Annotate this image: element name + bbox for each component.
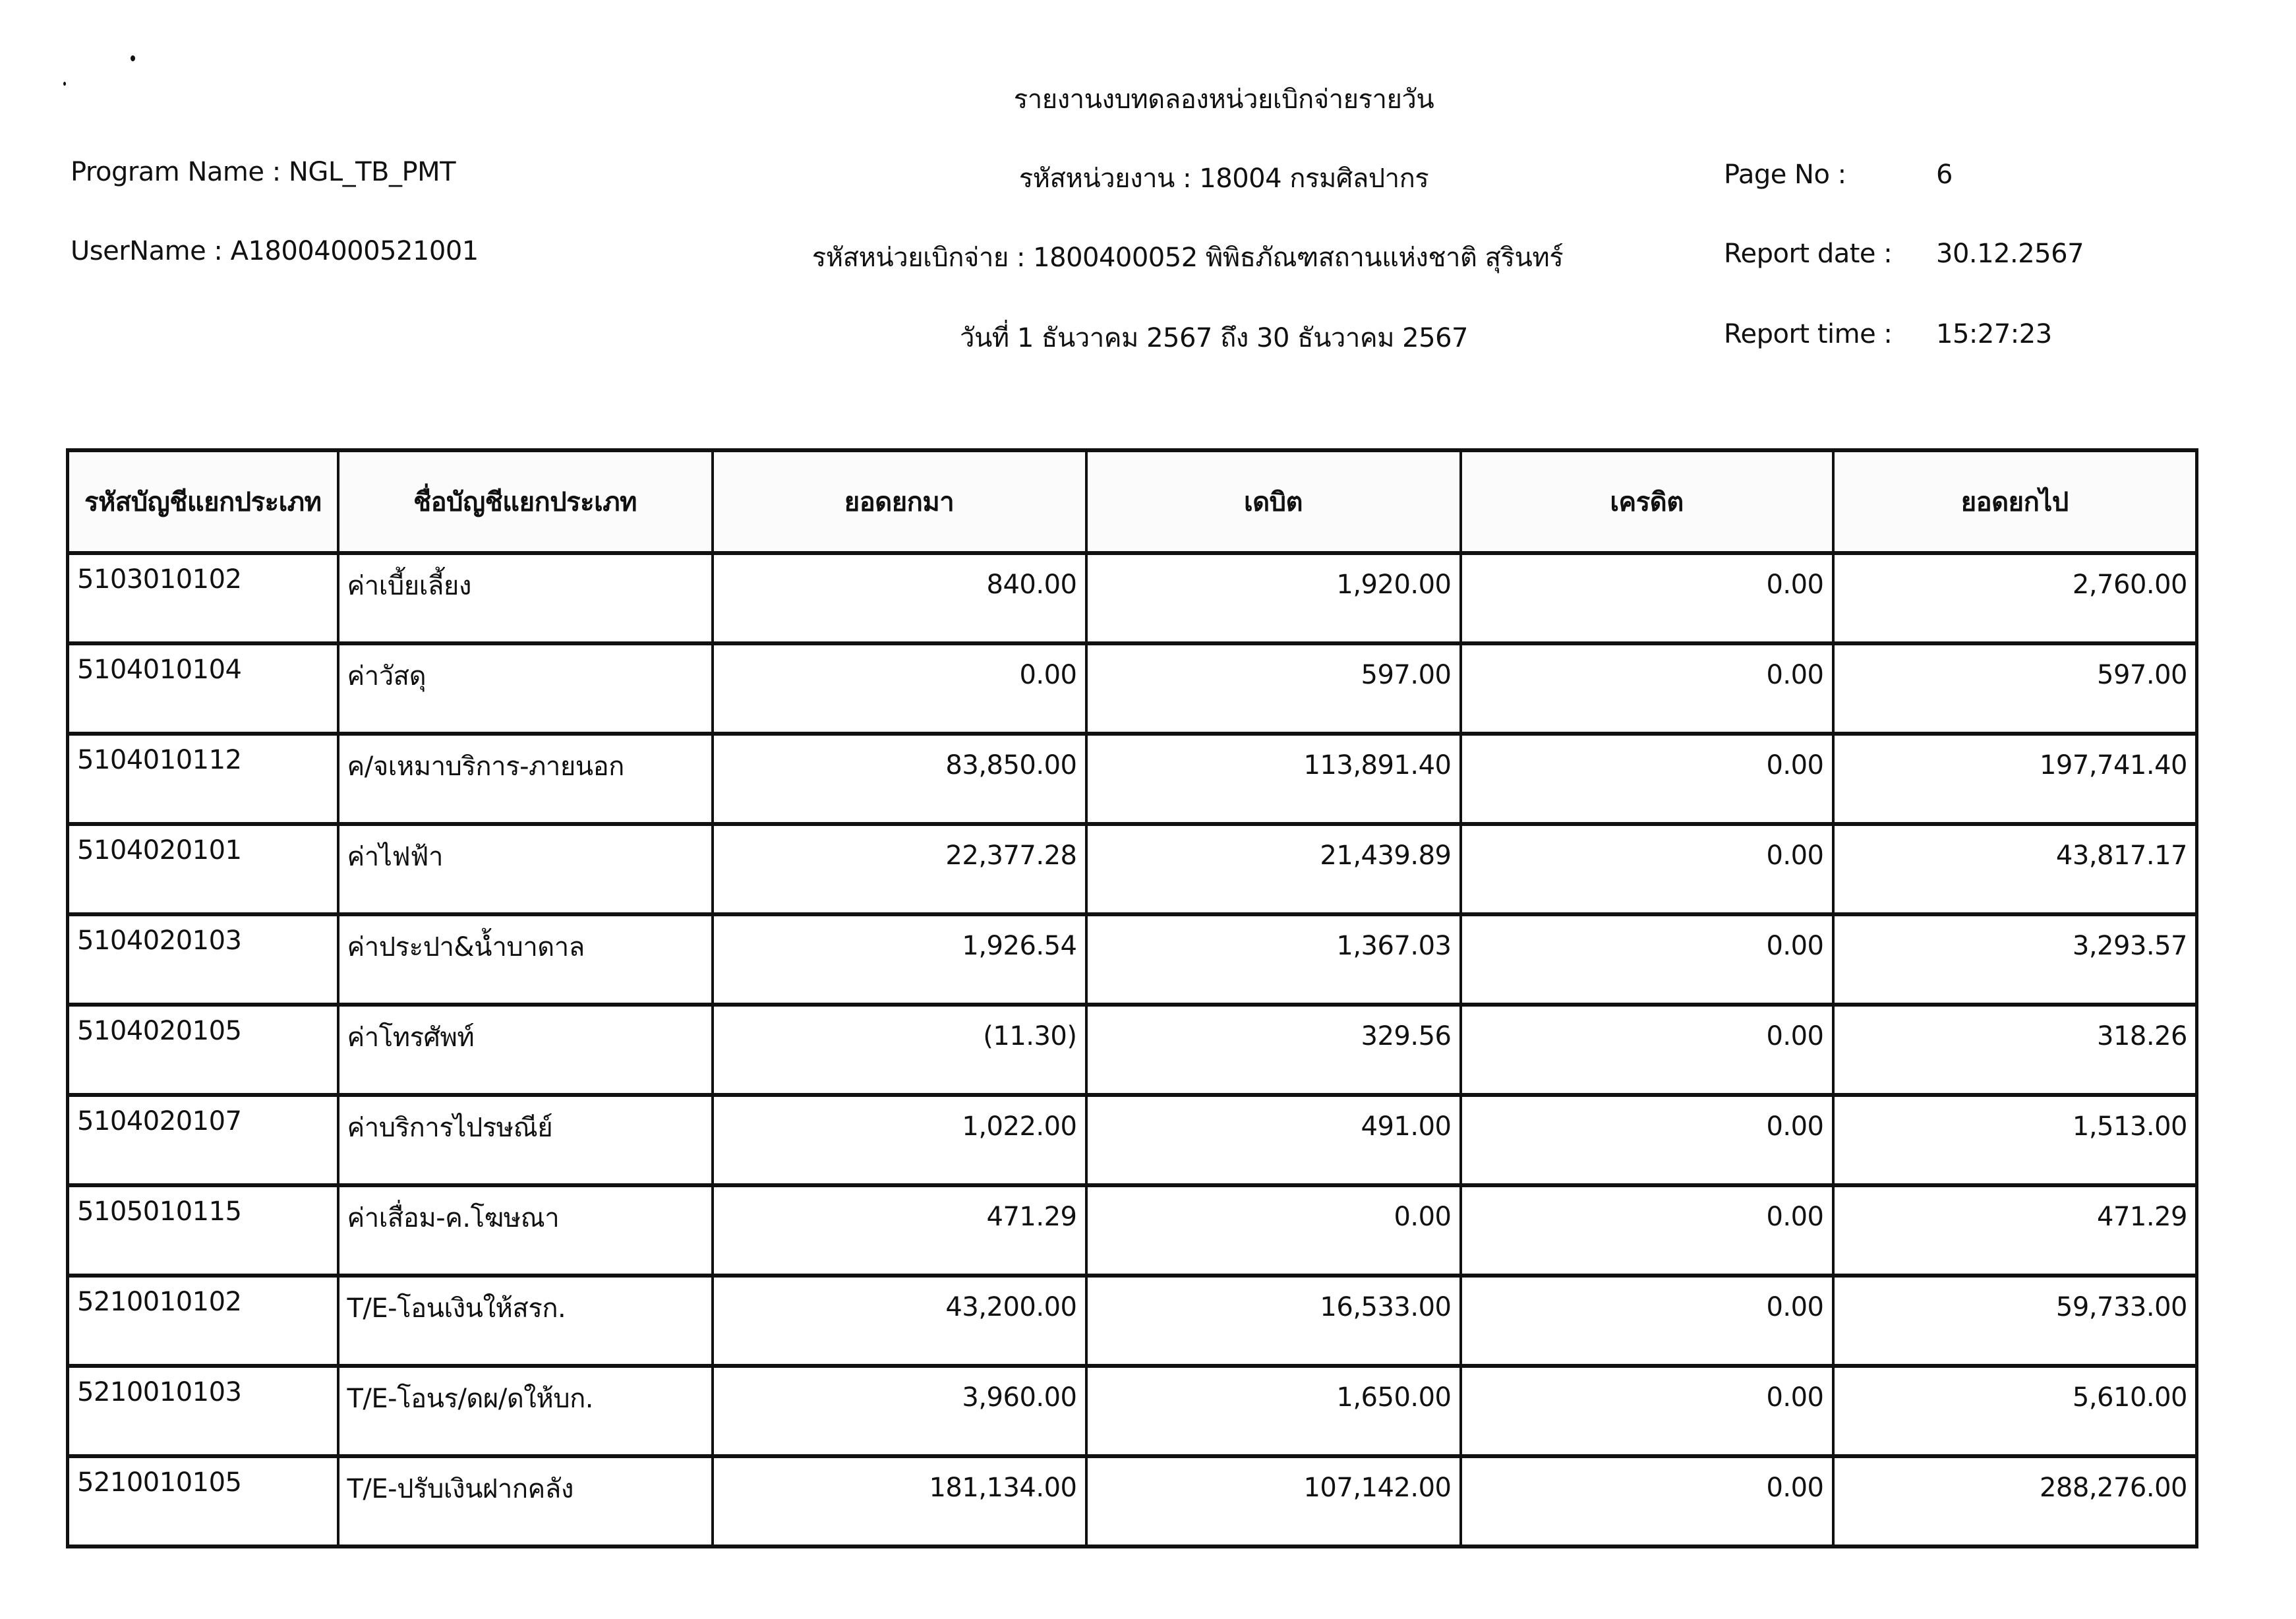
- table-row: [68, 643, 2197, 734]
- credit: 0.00: [1461, 1276, 1833, 1366]
- report-title-row: [0, 78, 2296, 120]
- credit: 0.00: [1461, 1185, 1833, 1276]
- credit: 0.00: [1461, 1095, 1833, 1185]
- table-row: [68, 1456, 2197, 1546]
- column-header-brought-forward: ยอดยกมา: [713, 450, 1086, 553]
- column-header-account-code: รหัสบัญชีแยกประเภท: [68, 450, 338, 553]
- debit: 16,533.00: [1086, 1276, 1461, 1366]
- account-code: 5104010112: [68, 734, 338, 824]
- account-name: ค่าประปา&น้ำบาดาล: [338, 914, 713, 1005]
- table-header-row: [68, 450, 2197, 553]
- debit: 1,920.00: [1086, 553, 1461, 643]
- brought-forward: 1,926.54: [713, 914, 1086, 1005]
- carried-forward: 288,276.00: [1833, 1456, 2197, 1546]
- credit: 0.00: [1461, 824, 1833, 914]
- program-name: Program Name : NGL_TB_PMT: [71, 157, 456, 187]
- column-header-credit: เครดิต: [1461, 450, 1833, 553]
- table-row: [68, 1366, 2197, 1456]
- account-name: ค่าเสื่อม-ค.โฆษณา: [338, 1185, 713, 1276]
- brought-forward: 840.00: [713, 553, 1086, 643]
- report-time-label: Report time :: [1724, 319, 1893, 349]
- page-no-label: Page No :: [1724, 160, 1846, 190]
- table-row: [68, 553, 2197, 643]
- credit: 0.00: [1461, 1366, 1833, 1456]
- debit: 1,367.03: [1086, 914, 1461, 1005]
- account-name: T/E-โอนเงินให้สรก.: [338, 1276, 713, 1366]
- brought-forward: 1,022.00: [713, 1095, 1086, 1185]
- user-name: UserName : A18004000521001: [71, 236, 479, 266]
- column-header-account-name: ชื่อบัญชีแยกประเภท: [338, 450, 713, 553]
- brought-forward: 471.29: [713, 1185, 1086, 1276]
- debit: 107,142.00: [1086, 1456, 1461, 1546]
- page-no-value: 6: [1936, 160, 1953, 190]
- carried-forward: 43,817.17: [1833, 824, 2197, 914]
- table-row: [68, 914, 2197, 1005]
- agency-line: รหัสหน่วยงาน : 18004 กรมศิลปากร: [1018, 163, 1429, 194]
- account-code: 5104020103: [68, 914, 338, 1005]
- account-code: 5103010102: [68, 553, 338, 643]
- account-name: ค่าบริการไปรษณีย์: [338, 1095, 713, 1185]
- debit: 0.00: [1086, 1185, 1461, 1276]
- column-header-carried-forward: ยอดยกไป: [1833, 450, 2197, 553]
- debit: 113,891.40: [1086, 734, 1461, 824]
- carried-forward: 597.00: [1833, 643, 2197, 734]
- account-code: 5210010105: [68, 1456, 338, 1546]
- account-name: ค่าไฟฟ้า: [338, 824, 713, 914]
- brought-forward: 83,850.00: [713, 734, 1086, 824]
- column-header-debit: เดบิต: [1086, 450, 1461, 553]
- credit: 0.00: [1461, 643, 1833, 734]
- debit: 491.00: [1086, 1095, 1461, 1185]
- account-name: ค่าเบี้ยเลี้ยง: [338, 553, 713, 643]
- debit: 329.56: [1086, 1005, 1461, 1095]
- trial-balance-table: [66, 448, 2198, 1548]
- report-time-value: 15:27:23: [1936, 319, 2052, 349]
- report-date-value: 30.12.2567: [1936, 239, 2084, 269]
- report-title: รายงานงบทดลองหน่วยเบิกจ่ายรายวัน: [1013, 84, 1434, 115]
- account-name: ค่าโทรศัพท์: [338, 1005, 713, 1095]
- carried-forward: 2,760.00: [1833, 553, 2197, 643]
- brought-forward: 43,200.00: [713, 1276, 1086, 1366]
- account-name: ค/จเหมาบริการ-ภายนอก: [338, 734, 713, 824]
- carried-forward: 197,741.40: [1833, 734, 2197, 824]
- credit: 0.00: [1461, 1005, 1833, 1095]
- table-row: [68, 1005, 2197, 1095]
- carried-forward: 318.26: [1833, 1005, 2197, 1095]
- brought-forward: 0.00: [713, 643, 1086, 734]
- carried-forward: 3,293.57: [1833, 914, 2197, 1005]
- credit: 0.00: [1461, 734, 1833, 824]
- carried-forward: 5,610.00: [1833, 1366, 2197, 1456]
- scan-speck: [131, 55, 135, 61]
- debit: 21,439.89: [1086, 824, 1461, 914]
- table-row: [68, 1276, 2197, 1366]
- carried-forward: 59,733.00: [1833, 1276, 2197, 1366]
- account-code: 5210010103: [68, 1366, 338, 1456]
- account-name: T/E-ปรับเงินฝากคลัง: [338, 1456, 713, 1546]
- carried-forward: 1,513.00: [1833, 1095, 2197, 1185]
- debit: 1,650.00: [1086, 1366, 1461, 1456]
- brought-forward: (11.30): [713, 1005, 1086, 1095]
- brought-forward: 181,134.00: [713, 1456, 1086, 1546]
- account-name: T/E-โอนร/ดผ/ดให้บก.: [338, 1366, 713, 1456]
- account-code: 5104020105: [68, 1005, 338, 1095]
- credit: 0.00: [1461, 1456, 1833, 1546]
- account-code: 5104020101: [68, 824, 338, 914]
- table-row: [68, 734, 2197, 824]
- account-code: 5210010102: [68, 1276, 338, 1366]
- period-line: วันที่ 1 ธันวาคม 2567 ถึง 30 ธันวาคม 2567: [960, 323, 1468, 353]
- debit: 597.00: [1086, 643, 1461, 734]
- account-code: 5104010104: [68, 643, 338, 734]
- disbursing-unit-line: รหัสหน่วยเบิกจ่าย : 1800400052 พิพิธภัณฑสถานแห่งชาติ สุรินทร์: [811, 243, 1564, 273]
- brought-forward: 3,960.00: [713, 1366, 1086, 1456]
- table-row: [68, 824, 2197, 914]
- table-row: [68, 1095, 2197, 1185]
- credit: 0.00: [1461, 553, 1833, 643]
- credit: 0.00: [1461, 914, 1833, 1005]
- carried-forward: 471.29: [1833, 1185, 2197, 1276]
- brought-forward: 22,377.28: [713, 824, 1086, 914]
- account-code: 5105010115: [68, 1185, 338, 1276]
- table-row: [68, 1185, 2197, 1276]
- report-date-label: Report date :: [1724, 239, 1893, 269]
- account-name: ค่าวัสดุ: [338, 643, 713, 734]
- account-code: 5104020107: [68, 1095, 338, 1185]
